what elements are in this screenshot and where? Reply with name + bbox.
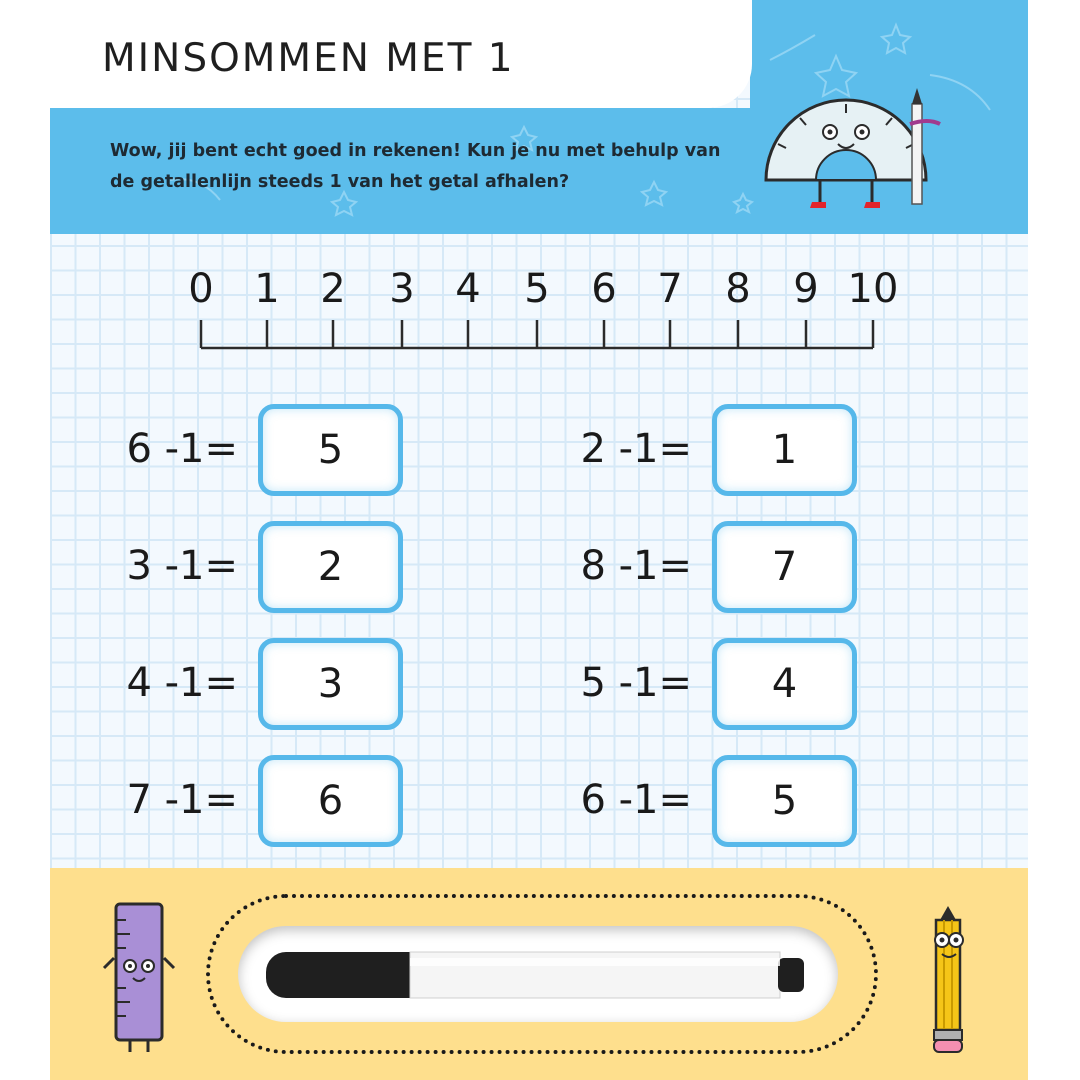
sum-expression: 6 -1=: [126, 426, 238, 472]
number-line-label: 0: [188, 266, 214, 312]
number-line: [190, 262, 950, 362]
protractor-mascot-icon: [760, 84, 950, 214]
number-line-label: 10: [847, 266, 899, 312]
answer-box[interactable]: 7: [712, 521, 857, 613]
answer-box[interactable]: 5: [712, 755, 857, 847]
instruction-text: Wow, jij bent echt goed in rekenen! Kun je nu met behulp van de getallenlijn steeds 1 van het getal afhalen?: [110, 141, 721, 192]
star-doodle: [882, 25, 910, 53]
number-line-label: 2: [320, 266, 346, 312]
workbook-page: [50, 0, 1028, 1080]
sum-expression: 2 -1=: [580, 426, 692, 472]
answer-box[interactable]: 6: [258, 755, 403, 847]
number-line-label: 5: [524, 266, 550, 312]
sum-expression: 7 -1=: [126, 777, 238, 823]
number-line-label: 1: [254, 266, 280, 312]
sum-expression: 5 -1=: [580, 660, 692, 706]
number-line-label: 6: [591, 266, 617, 312]
whiteboard-marker-icon[interactable]: [260, 944, 820, 1006]
answer-box[interactable]: 2: [258, 521, 403, 613]
number-line-label: 4: [455, 266, 481, 312]
sum-expression: 3 -1=: [126, 543, 238, 589]
marker-tray: [206, 894, 878, 1054]
answer-box[interactable]: 1: [712, 404, 857, 496]
number-line-label: 9: [793, 266, 819, 312]
marker-slot: [238, 926, 838, 1022]
sum-expression: 4 -1=: [126, 660, 238, 706]
answer-box[interactable]: 3: [258, 638, 403, 730]
marker-holder-band: [50, 868, 1028, 1080]
sum-expression: 8 -1=: [580, 543, 692, 589]
shooting-star-doodle: [770, 35, 815, 60]
number-line-label: 3: [389, 266, 415, 312]
number-line-label: 7: [657, 266, 683, 312]
page-title: MINSOMMEN MET 1: [102, 36, 515, 81]
sum-expression: 6 -1=: [580, 777, 692, 823]
pencil-mascot-icon: [918, 898, 988, 1058]
answer-box[interactable]: 4: [712, 638, 857, 730]
answer-box[interactable]: 5: [258, 404, 403, 496]
number-line-label: 8: [725, 266, 751, 312]
number-line-axis: [190, 316, 950, 356]
ruler-mascot-icon: [94, 898, 184, 1058]
title-tab: [50, 0, 752, 108]
